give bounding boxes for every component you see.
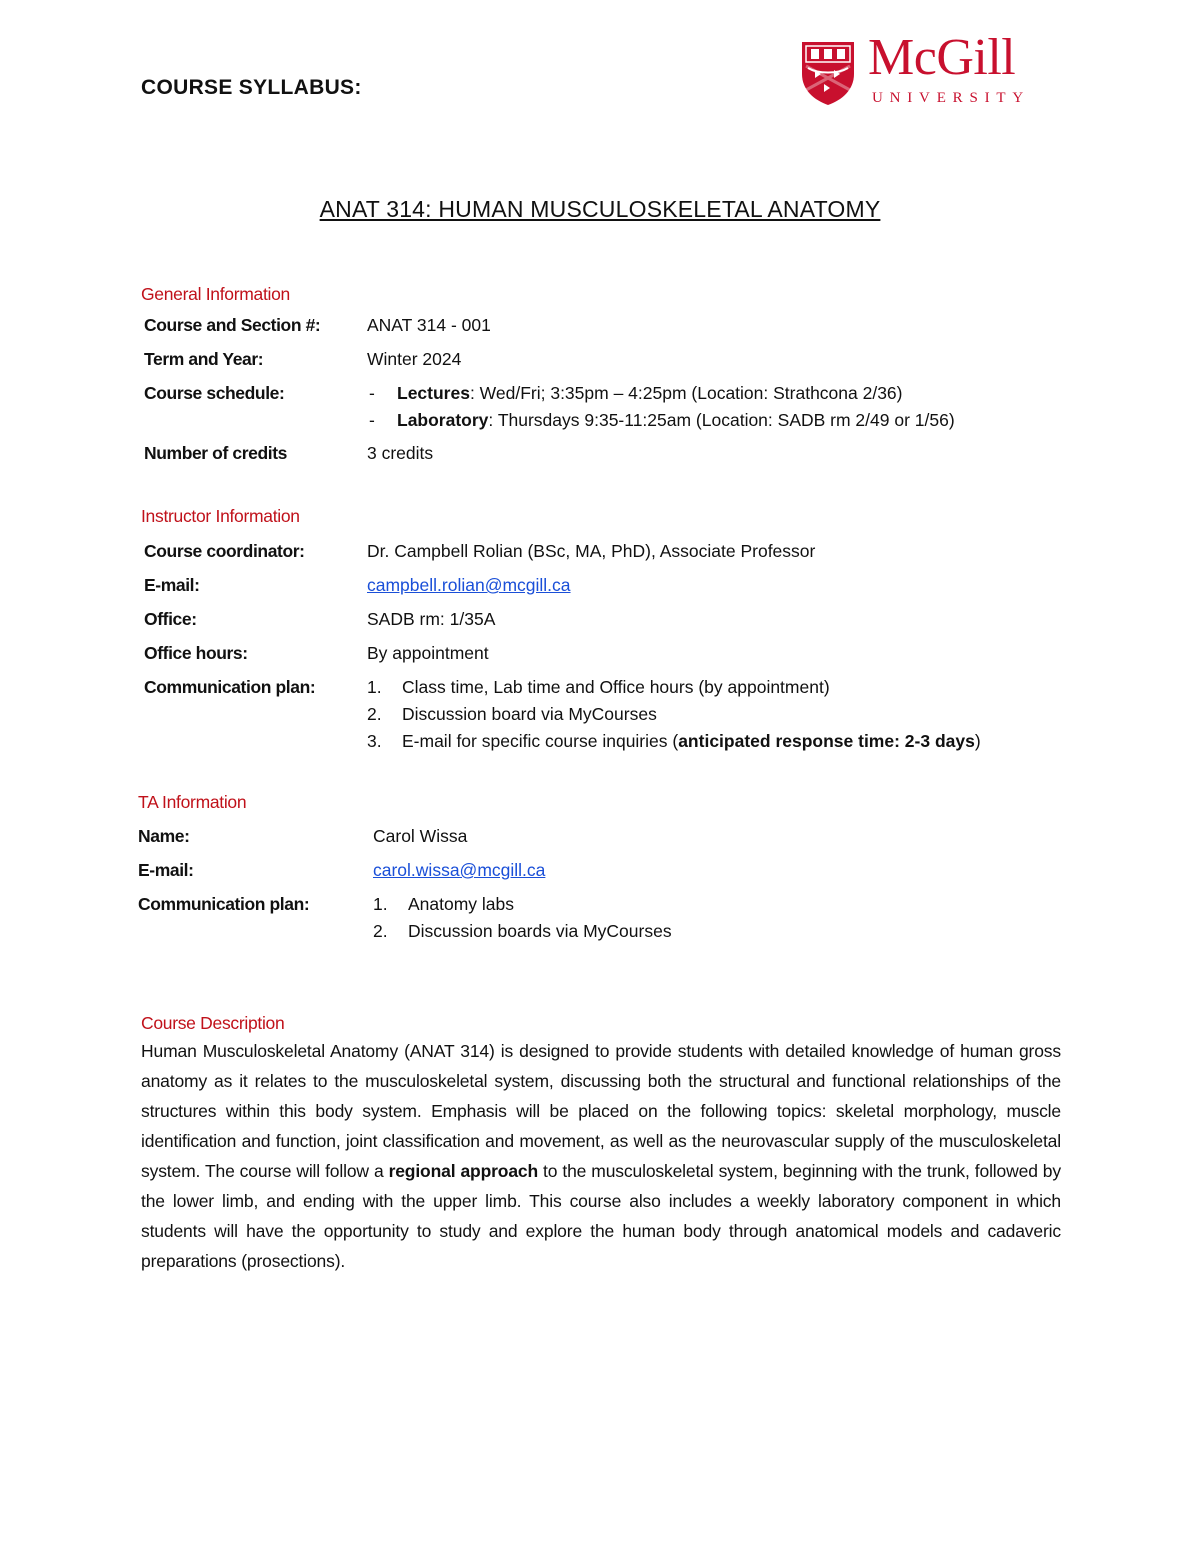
- logo-wordmark: McGill: [868, 29, 1016, 86]
- list-marker: 2.: [373, 921, 388, 941]
- office-hours-value: By appointment: [367, 643, 489, 663]
- schedule-item-laboratory: Laboratory: Thursdays 9:35-11:25am (Location: SADB rm 2/49 or 1/56): [397, 410, 955, 430]
- ta-name-value: Carol Wissa: [373, 826, 468, 846]
- schedule-marker: -: [369, 383, 375, 403]
- list-marker: 2.: [367, 704, 382, 724]
- schedule-marker: -: [369, 410, 375, 430]
- course-description-heading: Course Description: [141, 1013, 285, 1033]
- ta-communication-item: Anatomy labs: [408, 894, 515, 914]
- office-hours-label: Office hours:: [144, 643, 248, 663]
- instructor-communication-label: Communication plan:: [144, 677, 316, 697]
- course-section-label: Course and Section #:: [144, 315, 321, 335]
- communication-item: Class time, Lab time and Office hours (by appointment): [402, 677, 830, 697]
- regional-approach-emphasis: regional approach: [388, 1161, 539, 1181]
- course-title: ANAT 314: HUMAN MUSCULOSKELETAL ANATOMY: [319, 196, 881, 222]
- mcgill-shield-icon: [800, 40, 856, 106]
- ta-email-link[interactable]: carol.wissa@mcgill.ca: [373, 860, 546, 880]
- coordinator-label: Course coordinator:: [144, 541, 305, 561]
- course-section-value: ANAT 314 - 001: [367, 315, 491, 335]
- ta-name-label: Name:: [138, 826, 190, 846]
- schedule-item-lectures: Lectures: Wed/Fri; 3:35pm – 4:25pm (Location: Strathcona 2/36): [397, 383, 903, 403]
- office-value: SADB rm: 1/35A: [367, 609, 496, 629]
- instructor-info-heading: Instructor Information: [141, 506, 300, 526]
- schedule-label: Course schedule:: [144, 383, 285, 403]
- general-info-heading: General Information: [141, 284, 290, 304]
- term-label: Term and Year:: [144, 349, 264, 369]
- syllabus-heading: COURSE SYLLABUS:: [141, 76, 362, 99]
- list-marker: 1.: [373, 894, 388, 914]
- communication-item: Discussion board via MyCourses: [402, 704, 657, 724]
- instructor-email-link[interactable]: campbell.rolian@mcgill.ca: [367, 575, 571, 595]
- ta-communication-item: Discussion boards via MyCourses: [408, 921, 672, 941]
- term-value: Winter 2024: [367, 349, 462, 369]
- credits-value: 3 credits: [367, 443, 434, 463]
- instructor-email-label: E-mail:: [144, 575, 200, 595]
- ta-email-label: E-mail:: [138, 860, 194, 880]
- ta-info-heading: TA Information: [138, 792, 247, 812]
- logo-subtitle: UNIVERSITY: [872, 90, 1030, 106]
- course-description-body: Human Musculoskeletal Anatomy (ANAT 314) is designed to provide students with detailed knowledge of human gross anatomy as it relates to the musculoskeletal system, discussing both the structural and functional relationships of the structures within this body system. Emphasis will be placed on the following topics: skeletal morphology, muscle identification and function, joint classification and movement, as well as the neurovascular supply of the musculoskeletal system. The course will follow a regional approach to the musculoskeletal system, beginning with the trunk, followed by the lower limb, and ending with the upper limb. This course also includes a weekly laboratory component in which students will have the opportunity to study and explore the human body through anatomical models and cadaveric preparations (prosections).: [141, 1041, 1061, 1271]
- communication-item: E-mail for specific course inquiries (anticipated response time: 2-3 days): [402, 731, 981, 751]
- credits-label: Number of credits: [144, 443, 287, 463]
- mcgill-logo: [800, 29, 1060, 114]
- coordinator-value: Dr. Campbell Rolian (BSc, MA, PhD), Associate Professor: [367, 541, 816, 561]
- office-label: Office:: [144, 609, 197, 629]
- ta-communication-label: Communication plan:: [138, 894, 310, 914]
- list-marker: 3.: [367, 731, 382, 751]
- list-marker: 1.: [367, 677, 382, 697]
